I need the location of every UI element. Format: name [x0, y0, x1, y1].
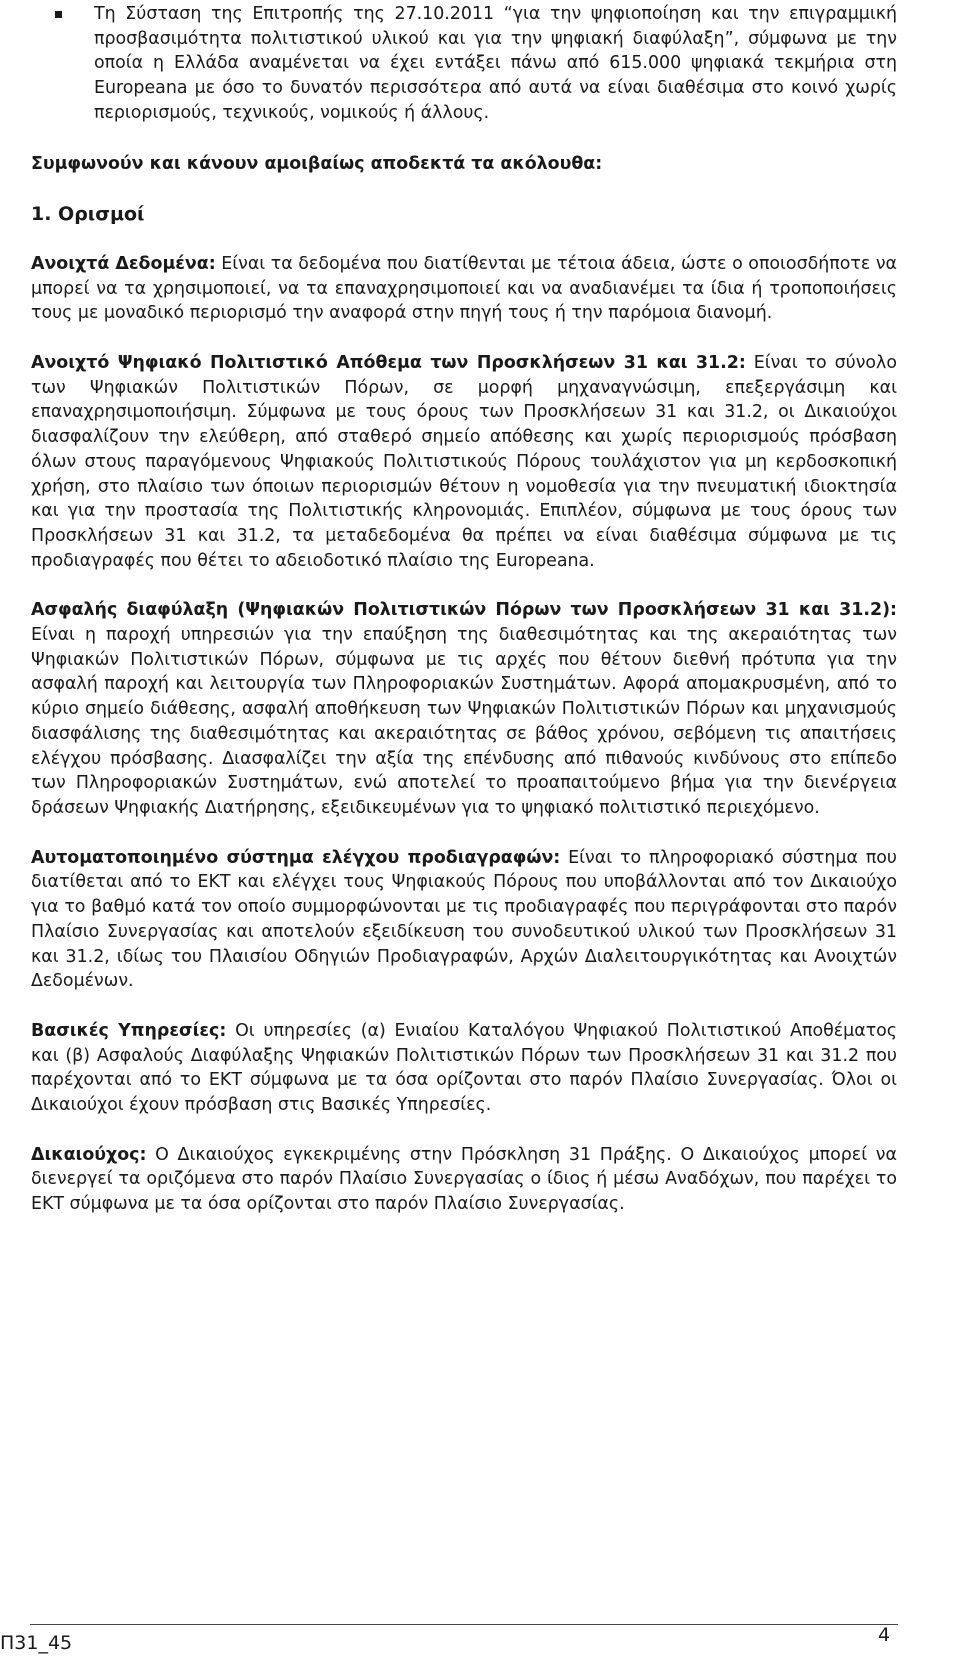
definition-term: Βασικές Υπηρεσίες: [31, 1020, 227, 1041]
bullet-paragraph [31, 2, 897, 126]
definition-open-data [31, 252, 897, 326]
footer-page-number: 4 [878, 1624, 891, 1646]
definition-text: Είναι το σύνολο των Ψηφιακών Πολιτιστικών Πόρων, σε μορφή μηχαναγνώσιμη, επεξεργάσιμη και επαναχρησιμοποιήσιμη. Σύμφωνα με τους όρους των Προσκλήσεων 31 και 31.2, οι Δικαιούχοι διασφαλίζουν την ελεύθερη, από σταθερό σημείο απόθεσης και χωρίς περιορισμούς πρόσβαση όλων στους παραγόμενους Ψηφιακούς Πολιτιστικούς Πόρους τουλάχιστον για μη κερδοσκοπική χρήση, στο πλαίσιο των όποιων περιορισμών θέτουν η νομοθεσία για την πνευματική ιδιοκτησία και για την προστασία της Πολιτιστικής κληρονομιάς. Επιπλέον, σύμφωνα με τους όρους των Προσκλήσεων 31 και 31.2, τα μεταδεδομένα θα πρέπει να είναι διαθέσιμα σύμφωνα με τις προδιαγραφές που θέτει το αδειοδοτικό πλαίσιο της Europeana. [31, 353, 897, 571]
definition-automated-spec-check [31, 846, 897, 994]
footer-document-code: Π31_45 [0, 1632, 73, 1654]
definition-beneficiary [31, 1143, 897, 1217]
definition-text: Είναι η παροχή υπηρεσιών για την επαύξηση της διαθεσιμότητας και της ακεραιότητας των Ψηφιακών Πολιτιστικών Πόρων, σύμφωνα με τις αρχές που θέτουν διεθνή πρότυπα για την ασφαλή παροχή και λειτουργία των Πληροφοριακών Συστημάτων. Αφορά απομακρυσμένη, από το κύριο σημείο διάθεσης, ασφαλή αποθήκευση των Ψηφιακών Πολιτιστικών Πόρων και μηχανισμούς διασφάλισης της διαθεσιμότητας και ακεραιότητας σε βάθος χρόνου, σεβόμενη τις απαιτήσεις ελέγχου πρόσβασης. Διασφαλίζει την αξία της επένδυσης από πιθανούς κινδύνους στο επίπεδο των Πληροφοριακών Συστημάτων, ενώ αποτελεί το προαπαιτούμενο βήμα για την διενέργεια δράσεων Ψηφιακής Διατήρησης, εξειδικευμένων για το ψηφιακό πολιτιστικό περιεχόμενο. [31, 625, 897, 818]
definition-open-digital-cultural-stock [31, 351, 897, 573]
agreement-heading: Συμφωνούν και κάνουν αμοιβαίως αποδεκτά τα ακόλουθα: [31, 153, 603, 174]
definition-text: Είναι τα δεδομένα που διατίθενται με τέτοια άδεια, ώστε ο οποιοσδήποτε να μπορεί να τα χρησιμοποιεί, να τα επαναχρησιμοποιεί και να αναδιανέμει τα ίδια ή τροποποιήσεις τους με μοναδικό περιορισμό την αναφορά στην πηγή τους ή την παρόμοια διανομή. [31, 253, 898, 324]
document-body [31, 2, 897, 1217]
definition-term: Δικαιούχος: [31, 1144, 147, 1165]
definition-safe-preservation [31, 598, 897, 820]
definition-term: Ασφαλής διαφύλαξη (Ψηφιακών Πολιτιστικών Πόρων των Προσκλήσεων 31 και 31.2): [31, 600, 897, 621]
square-bullet-icon [55, 11, 62, 18]
bullet-text: Τη Σύσταση της Επιτροπής της 27.10.2011 “για την ψηφιοποίηση και την επιγραμμική προσβασιμότητα πολιτιστικού υλικού και για την ψηφιακή διαφύλαξη”, σύμφωνα με την οποία η Ελλάδα αναμένεται να έχει εντάξει πάνω από 615.000 ψηφιακά τεκμήρια στη Europeana με όσο το δυνατόν περισσότερα από αυτά να είναι διαθέσιμα στο κοινό χωρίς περιορισμούς, τεχνικούς, νομικούς ή άλλους. [94, 4, 897, 123]
definition-term: Αυτοματοποιημένο σύστημα ελέγχου προδιαγραφών: [31, 847, 561, 868]
definition-term: Ανοιχτά Δεδομένα: [31, 253, 216, 274]
definition-basic-services [31, 1019, 897, 1118]
definition-term: Ανοιχτό Ψηφιακό Πολιτιστικό Απόθεμα των Προσκλήσεων 31 και 31.2: [31, 353, 746, 374]
definition-text: Ο Δικαιούχος εγκεκριμένης στην Πρόσκληση 31 Πράξης. Ο Δικαιούχος μπορεί να διενεργεί τα οριζόμενα στο παρόν Πλαίσιο Συνεργασίας ο ίδιος ή μέσω Αναδόχων, που παρέχει το ΕΚΤ σύμφωνα με τα όσα ορίζονται στο παρόν Πλαίσιο Συνεργασίας. [31, 1144, 897, 1215]
footer-divider [30, 1624, 898, 1625]
definition-text: Οι υπηρεσίες (α) Ενιαίου Καταλόγου Ψηφιακού Πολιτιστικού Αποθέματος και (β) Ασφαλούς Διαφύλαξης Ψηφιακών Πολιτιστικών Πόρων των Προσκλήσεων 31 και 31.2 που παρέχονται από το ΕΚΤ σύμφωνα με τα όσα ορίζονται στο παρόν Πλαίσιο Συνεργασίας. Όλοι οι Δικαιούχοι έχουν πρόσβαση στις Βασικές Υπηρεσίες. [31, 1020, 898, 1116]
section-title: 1. Ορισμοί [31, 203, 145, 226]
definition-text: Είναι το πληροφοριακό σύστημα που διατίθεται από το ΕΚΤ και ελέγχει τους Ψηφιακούς Πόρους που υποβάλλονται από τον Δικαιούχο για το βαθμό κατά τον οποίο συμμορφώνονται με τις προδιαγραφές που περιγράφονται στο παρόν Πλαίσιο Συνεργασίας και αποτελούν εξειδίκευση του συνοδευτικού υλικού των Προσκλήσεων 31 και 31.2, ιδίως του Πλαισίου Οδηγιών Προδιαγραφών, Αρχών Διαλειτουργικότητας και Ανοιχτών Δεδομένων. [31, 847, 897, 992]
